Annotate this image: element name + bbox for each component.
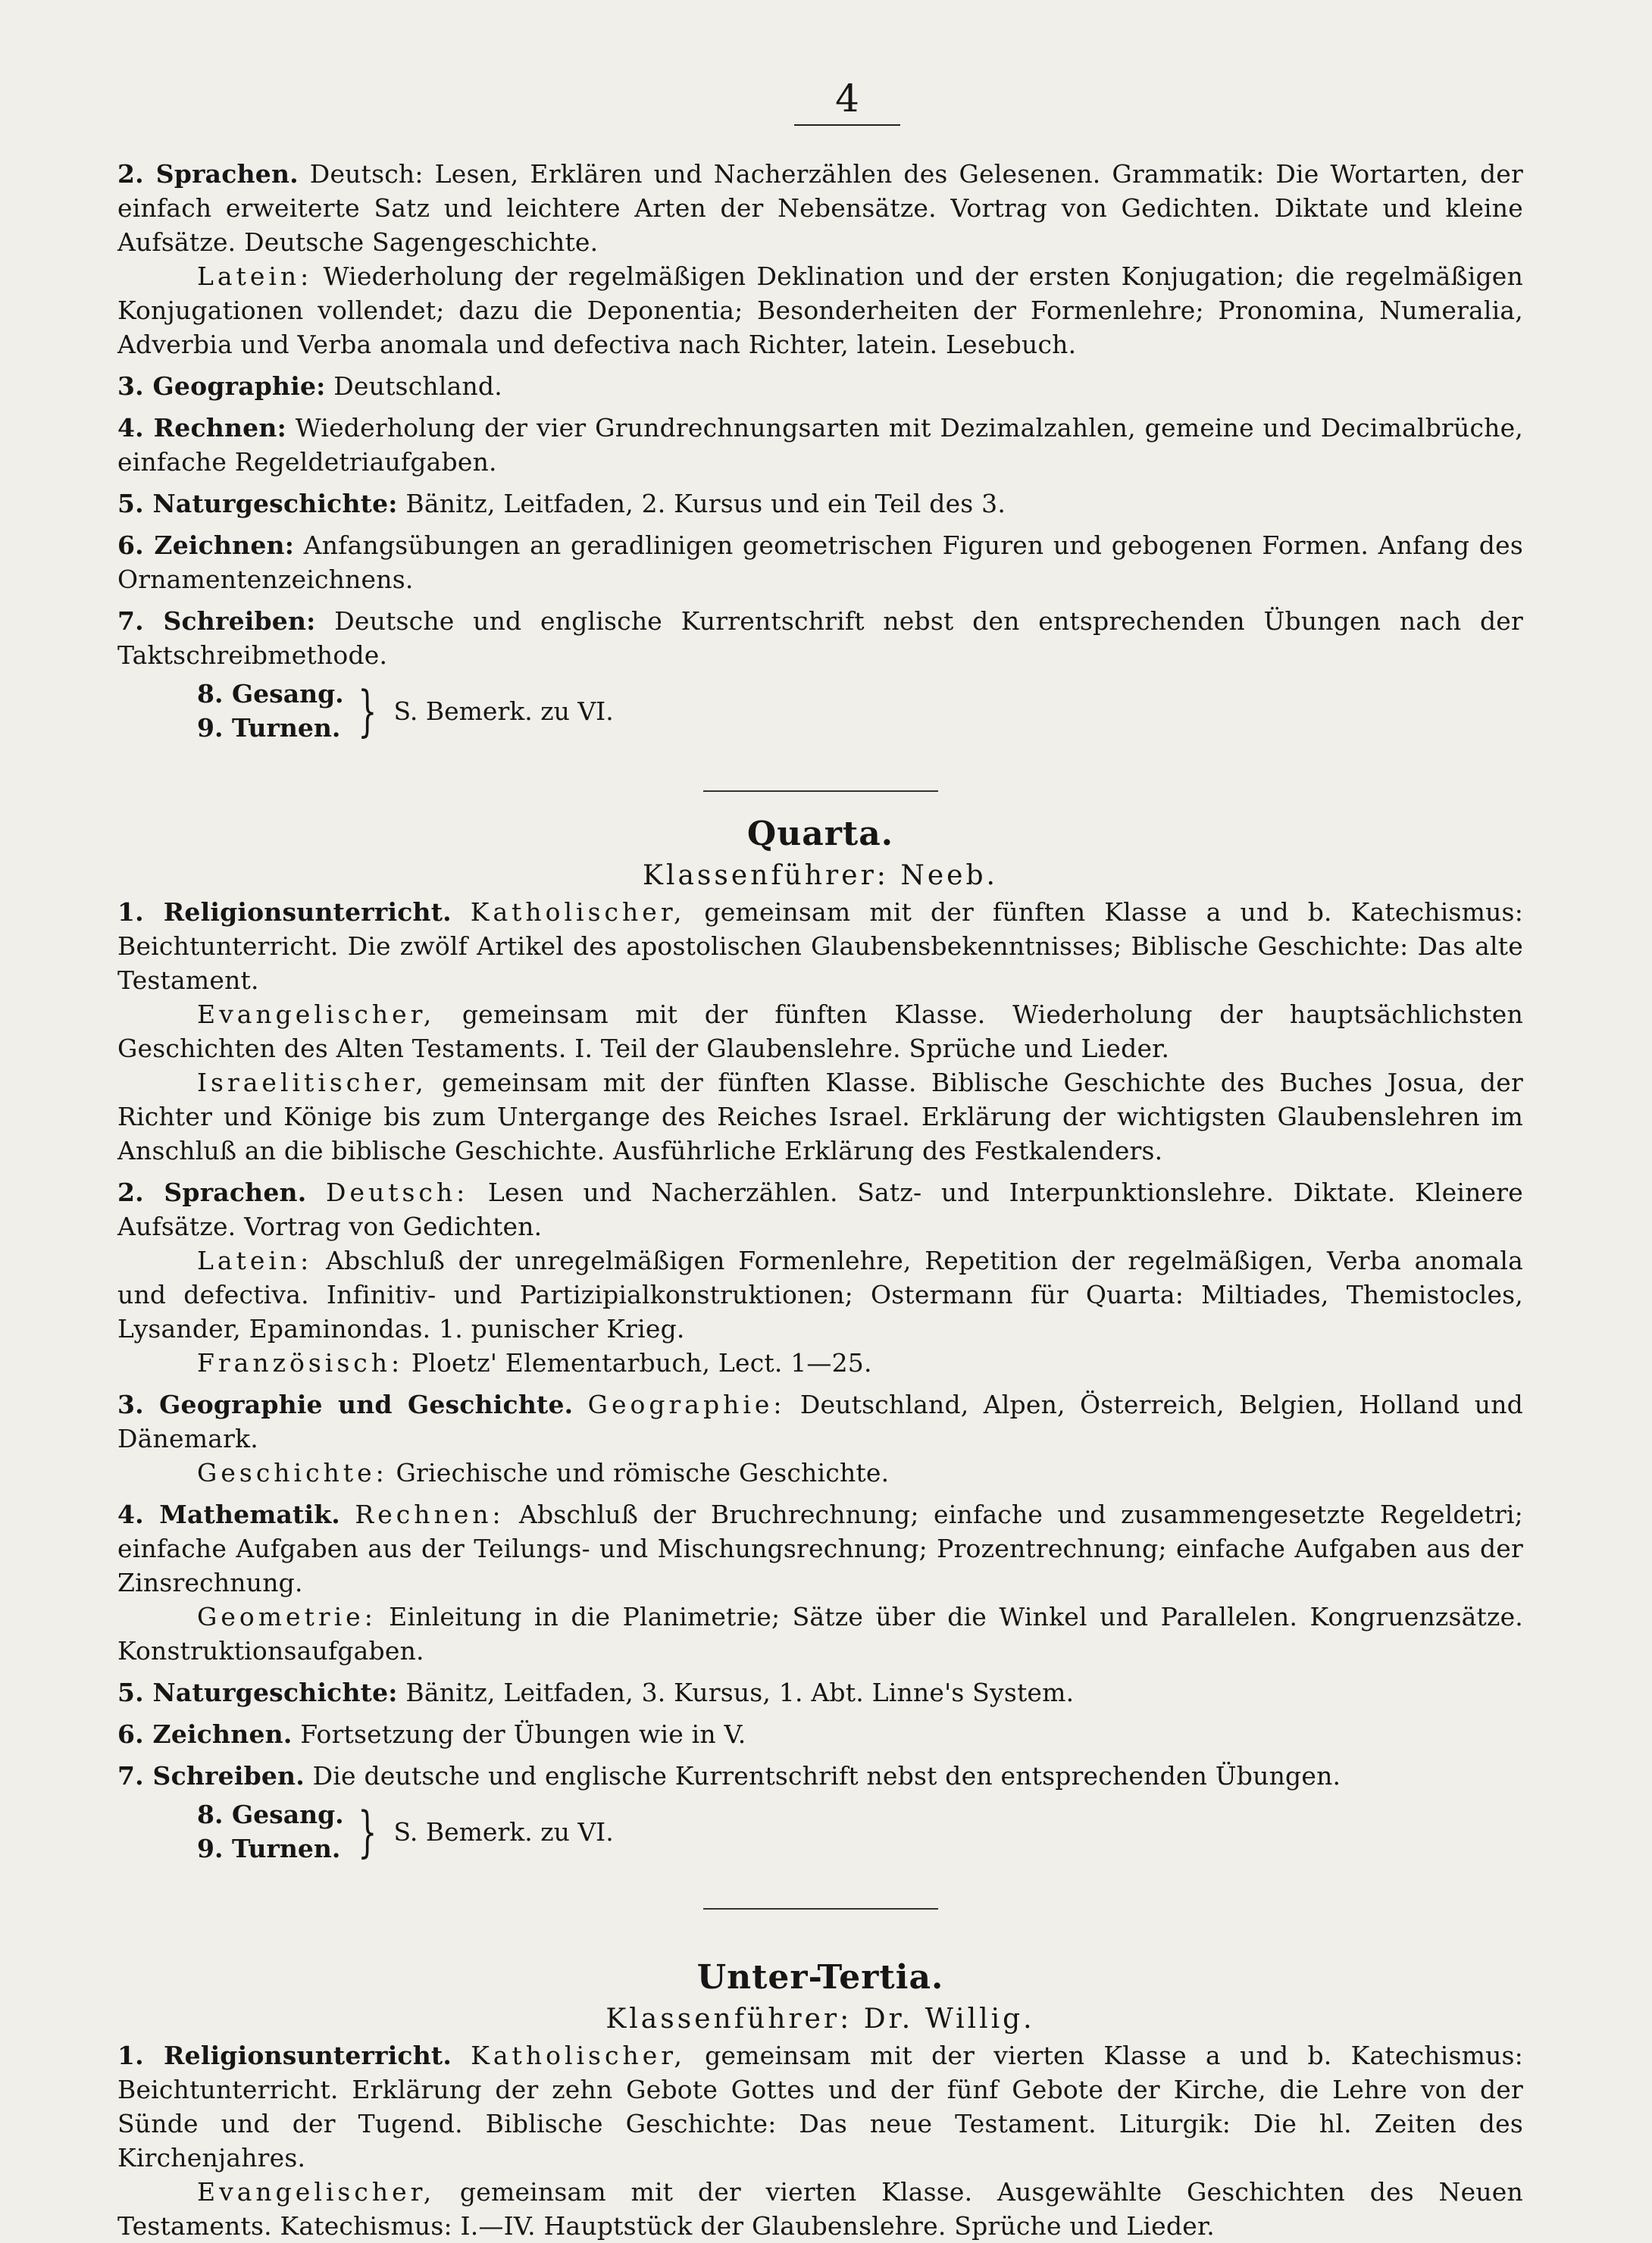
bracket-group — [117, 1797, 1523, 1866]
subject-heading: 4. Rechnen: — [117, 413, 286, 443]
subject-label: Rechnen: — [355, 1500, 505, 1529]
subject-text: Abschluß der unregelmäßigen Formenlehre, Repetition der regelmäßigen, Verba anomala und defectiva. Infinitiv- und Partizipialkonstruktionen; Ostermann für Quarta: Miltiades, Themistocles, Lysander, Epaminondas. 1. punischer Krieg. — [117, 1246, 1523, 1344]
subject-heading: 6. Zeichnen: — [117, 530, 295, 560]
subject-text: Deutsche und englische Kurrentschrift nebst den entsprechenden Übungen nach der Taktschreibmethode. — [117, 606, 1524, 670]
subject-heading: 3. Geographie: — [117, 371, 326, 401]
subject-paragraph — [117, 259, 1523, 361]
subject-label: Geschichte: — [197, 1458, 388, 1488]
subject-label: Katholischer, — [470, 897, 686, 927]
subject-text: Anfangsübungen an geradlinigen geometrischen Figuren und gebogenen Formen. Anfang des Ornamentenzeichnens. — [117, 530, 1523, 594]
subject-text: Fortsetzung der Übungen wie in V. — [292, 1719, 746, 1749]
subject-paragraph — [117, 1717, 1523, 1751]
subject-heading: 1. Religionsunterricht. — [117, 897, 452, 927]
subject-heading: 2. Sprachen. — [117, 1178, 307, 1207]
subject-heading: 5. Naturgeschichte: — [117, 1678, 398, 1707]
section — [117, 157, 1523, 745]
subject-text: gemeinsam mit der fünften Klasse. Biblische Geschichte des Buches Josua, der Richter und Könige bis zum Untergange des Reiches Israel. Erklärung der wichtigsten Glaubenslehren im Anschluß an die biblische Geschichte. Ausführliche Erklärung des Festkalenders. — [117, 1068, 1523, 1165]
subject-text: Griechische und römische Geschichte. — [387, 1458, 890, 1488]
subject-heading: 7. Schreiben. — [117, 1761, 305, 1791]
subject-label: Deutsch: — [326, 1178, 469, 1207]
subject-heading: 4. Mathematik. — [117, 1500, 340, 1529]
bracket-item: 8. Gesang. — [197, 679, 344, 709]
subject-text: gemeinsam mit der vierten Klasse a und b. Katechismus: Beichtunterricht. Erklärung der zehn Gebote Gottes und der fünf Gebote der Kirche, die Lehre von der Sünde und der Tugend. Biblische Geschichte: Das neue Testament. Liturgik: Die hl. Zeiten des Kirchenjahres. — [117, 2041, 1523, 2173]
subject-label: Latein: — [197, 261, 313, 291]
subject-paragraph — [117, 604, 1523, 672]
subject-label: Evangelischer, — [197, 2177, 436, 2207]
subject-paragraph — [117, 2038, 1523, 2175]
subject-text: gemeinsam mit der fünften Klasse a und b. Katechismus: Beichtunterricht. Die zwölf Artikel des apostolischen Glaubensbekenntnisses; Biblische Geschichte: Das alte Testament. — [117, 897, 1524, 995]
bracket-group — [117, 677, 1523, 745]
subject-paragraph — [117, 1175, 1523, 1244]
subject-text: Deutschland, Alpen, Österreich, Belgien, Holland und Dänemark. — [117, 1390, 1523, 1453]
class-leader: Klassenführer: Neeb. — [643, 860, 998, 891]
class-leader: Klassenführer: Dr. Willig. — [605, 2004, 1035, 2035]
subject-paragraph — [117, 1456, 1523, 1490]
section-title: Quarta. — [746, 815, 894, 853]
section-separator — [703, 790, 938, 792]
subject-paragraph — [117, 1497, 1523, 1600]
page-number: 4 — [835, 77, 859, 120]
subject-text: Wiederholung der regelmäßigen Deklination und der ersten Konjugation; die regelmäßigen Konjugationen vollendet; dazu die Deponentia; Besonderheiten der Formenlehre; Pronomina, Numeralia, Adverbia und Verba anomala und defectiva nach Richter, latein. Lesebuch. — [117, 261, 1523, 359]
section — [117, 1908, 1523, 2243]
subject-heading: 5. Naturgeschichte: — [117, 489, 398, 518]
brace-icon: } — [357, 1800, 377, 1863]
subject-text: Wiederholung der vier Grundrechnungsarten mit Dezimalzahlen, gemeine und Decimalbrüche, einfache Regeldetriaufgaben. — [117, 413, 1523, 477]
subject-heading: 2. Sprachen. — [117, 159, 299, 189]
subject-text: Die deutsche und englische Kurrentschrift nebst den entsprechenden Übungen. — [304, 1761, 1341, 1791]
subject-label: Latein: — [197, 1246, 313, 1275]
subject-paragraph — [117, 157, 1523, 259]
subject-text: Deutsch: Lesen, Erklären und Nacherzählen des Gelesenen. Grammatik: Die Wortarten, der einfach erweiterte Satz und leichtere Arten der Nebensätze. Vortrag von Gedichten. Diktate und kleine Aufsätze. Deutsche Sagengeschichte. — [117, 159, 1523, 257]
subject-heading: 7. Schreiben: — [117, 606, 316, 636]
subject-text: gemeinsam mit der vierten Klasse. Ausgewählte Geschichten des Neuen Testaments. Katechismus: I.—IV. Hauptstück der Glaubenslehre. Sprüche und Lieder. — [117, 2177, 1523, 2241]
subject-heading: 3. Geographie und Geschichte. — [117, 1390, 574, 1419]
subject-label: Geometrie: — [197, 1602, 377, 1631]
subject-paragraph — [117, 369, 1523, 403]
subject-text: gemeinsam mit der fünften Klasse. Wiederholung der hauptsächlichsten Geschichten des Alten Testaments. I. Teil der Glaubenslehre. Sprüche und Lieder. — [117, 999, 1523, 1063]
subject-paragraph — [117, 1346, 1523, 1380]
section — [117, 790, 1523, 1866]
subject-paragraph — [117, 997, 1523, 1065]
subject-text: Bänitz, Leitfaden, 2. Kursus und ein Teil des 3. — [397, 489, 1006, 518]
subject-paragraph — [117, 1759, 1523, 1793]
subject-label: Katholischer, — [471, 2041, 686, 2070]
subject-text: Ploetz' Elementarbuch, Lect. 1—25. — [403, 1348, 872, 1378]
subject-text: Deutschland. — [325, 371, 502, 401]
subject-paragraph — [117, 1387, 1523, 1456]
subject-paragraph — [117, 411, 1523, 479]
subject-text: Abschluß der Bruchrechnung; einfache und zusammengesetzte Regeldetri; einfache Aufgaben aus der Teilungs- und Mischungsrechnung; Prozentrechnung; einfache Aufgaben aus der Zinsrechnung. — [117, 1500, 1523, 1597]
bracket-item: 9. Turnen. — [197, 713, 341, 743]
subject-paragraph — [117, 895, 1523, 997]
subject-label: Französisch: — [197, 1348, 404, 1378]
page-number-rule — [794, 124, 900, 126]
subject-label: Evangelischer, — [197, 999, 436, 1029]
section-title: Unter-Tertia. — [696, 1958, 944, 1997]
subject-text: Einleitung in die Planimetrie; Sätze über die Winkel und Parallelen. Kongruenzsätze. Konstruktionsaufgaben. — [117, 1602, 1523, 1666]
subject-paragraph — [117, 1675, 1523, 1710]
subject-text: Bänitz, Leitfaden, 3. Kursus, 1. Abt. Linne's System. — [397, 1678, 1075, 1707]
bracket-note: S. Bemerk. zu VI. — [393, 696, 614, 726]
subject-paragraph — [117, 2175, 1523, 2243]
subject-paragraph — [117, 486, 1523, 521]
subject-label: Israelitischer, — [197, 1068, 427, 1097]
subject-paragraph — [117, 1244, 1523, 1346]
bracket-item: 8. Gesang. — [197, 1800, 344, 1829]
bracket-note: S. Bemerk. zu VI. — [393, 1816, 614, 1847]
subject-paragraph — [117, 528, 1523, 596]
bracket-item: 9. Turnen. — [197, 1834, 341, 1863]
brace-icon: } — [357, 679, 377, 743]
subject-paragraph — [117, 1600, 1523, 1668]
subject-heading: 6. Zeichnen. — [117, 1719, 293, 1749]
section-separator — [703, 1908, 938, 1910]
subject-heading: 1. Religionsunterricht. — [117, 2041, 452, 2070]
subject-paragraph — [117, 1065, 1523, 1168]
page-content — [117, 157, 1523, 2243]
subject-text: Lesen und Nacherzählen. Satz- und Interpunktionslehre. Diktate. Kleinere Aufsätze. Vortrag von Gedichten. — [117, 1178, 1523, 1241]
subject-label: Geographie: — [587, 1390, 786, 1419]
